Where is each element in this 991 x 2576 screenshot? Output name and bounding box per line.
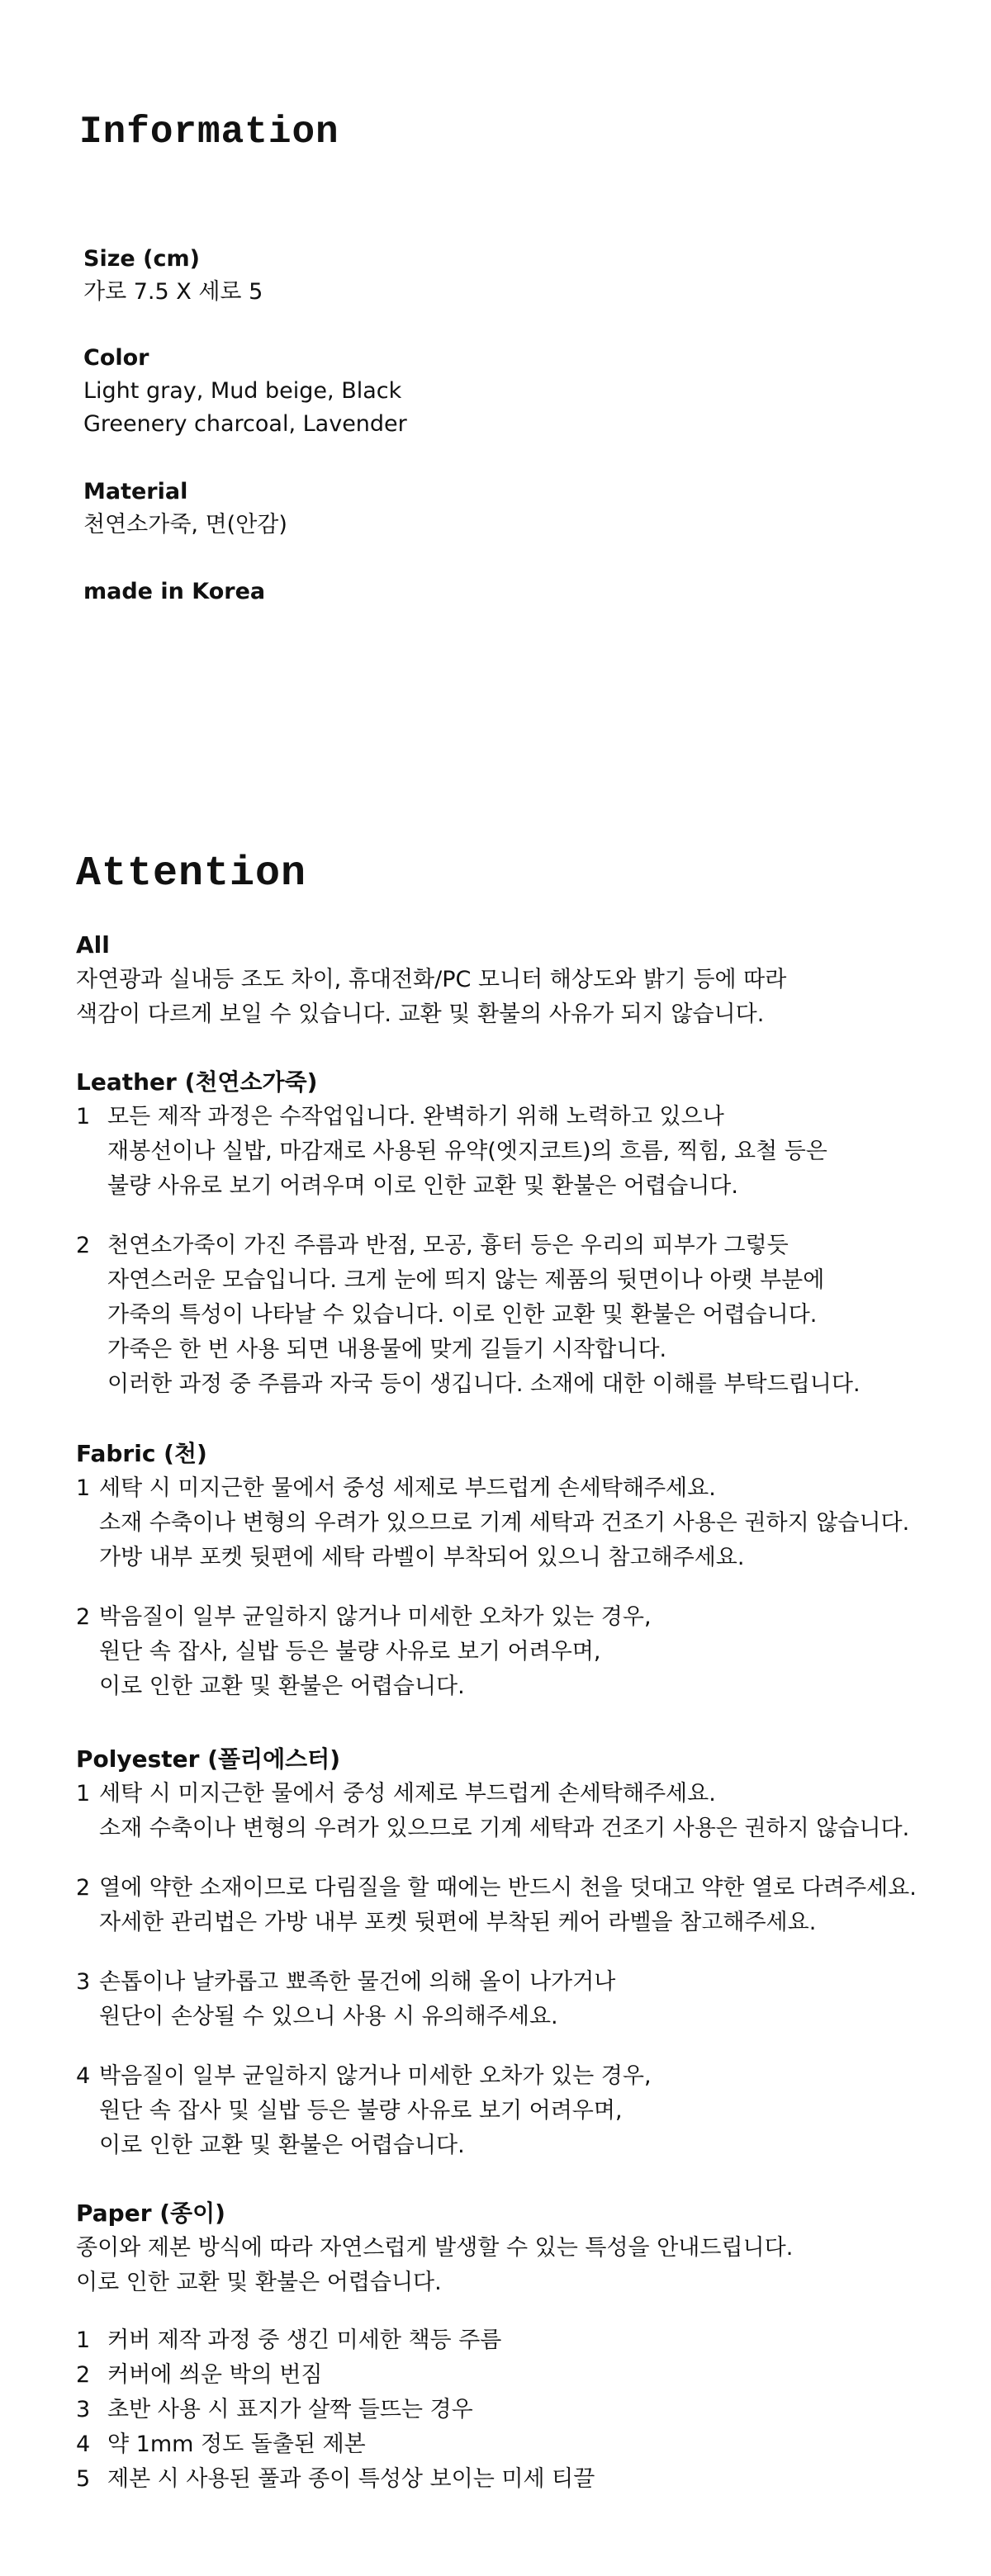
text-line: 종이와 제본 방식에 따라 자연스럽게 발생할 수 있는 특성을 안내드립니다.	[76, 2235, 794, 2261]
section-heading: Fabric (천)	[76, 1440, 207, 1467]
text-line: 천연소가죽이 가진 주름과 반점, 모공, 흉터 등은 우리의 피부가 그렇듯	[107, 1233, 789, 1258]
section-heading: All	[76, 931, 110, 959]
text-line: 자연스러운 모습입니다. 크게 눈에 띄지 않는 제품의 뒷면이나 아랫 부분에	[107, 1267, 825, 1293]
section-fabric	[76, 1437, 909, 1704]
section-all	[76, 928, 786, 1032]
list-item	[76, 2358, 793, 2393]
text-line: 세탁 시 미지근한 물에서 중성 세제로 부드럽게 손세탁해주세요.	[99, 1781, 716, 1807]
list-item	[76, 2427, 793, 2462]
text-line: 이로 인한 교환 및 환불은 어렵습니다.	[99, 2133, 465, 2158]
text-line: 이러한 과정 중 주름과 자국 등이 생깁니다. 소재에 대한 이해를 부탁드립니다.	[107, 1371, 861, 1397]
section-heading: Leather (천연소가죽)	[76, 1068, 318, 1096]
item-number: 4	[76, 2432, 91, 2457]
item-text: 약 1mm 정도 돌출된 제본	[107, 2432, 366, 2457]
item-text: 초반 사용 시 표지가 살짝 들뜨는 경우	[107, 2397, 473, 2422]
list-item	[76, 2059, 917, 2163]
item-number: 1	[76, 2327, 91, 2353]
text-line: 모든 제작 과정은 수작업입니다. 완벽하기 위해 노력하고 있으나	[107, 1104, 724, 1129]
text-line: 가죽은 한 번 사용 되면 내용물에 맞게 길들기 시작합니다.	[107, 1337, 667, 1362]
paper-list	[76, 2323, 793, 2497]
text-line: 가죽의 특성이 나타날 수 있습니다. 이로 인한 교환 및 환불은 어렵습니다.	[107, 1302, 818, 1328]
material-label: Material	[83, 479, 188, 504]
material-block	[83, 476, 287, 542]
section-heading: Polyester (폴리에스터)	[76, 1745, 341, 1773]
information-title: Information	[79, 111, 339, 154]
text-line: 열에 약한 소재이므로 다림질을 할 때에는 반드시 천을 덧대고 약한 열로 다려주세요.	[99, 1875, 917, 1901]
item-text: 커버 제작 과정 중 생긴 미세한 책등 주름	[107, 2327, 502, 2353]
text-line: 소재 수축이나 변형의 우려가 있으므로 기계 세탁과 건조기 사용은 권하지 않습니다.	[99, 1510, 910, 1536]
item-number: 4	[76, 2063, 91, 2089]
section-polyester	[76, 1742, 917, 2163]
text-line: 자연광과 실내등 조도 차이, 휴대전화/PC 모니터 해상도와 밝기 등에 따라	[76, 967, 787, 992]
list-item	[76, 1777, 917, 1846]
item-number: 3	[76, 1969, 91, 1995]
item-number: 2	[76, 1875, 91, 1901]
item-number: 1	[76, 1781, 91, 1807]
list-item	[76, 1471, 909, 1575]
text-line: 자세한 관리법은 가방 내부 포켓 뒷편에 부착된 케어 라벨을 참고해주세요.	[99, 1910, 817, 1935]
size-label: Size (cm)	[83, 246, 200, 272]
text-line: 원단이 손상될 수 있으니 사용 시 유의해주세요.	[99, 2004, 558, 2029]
size-block	[83, 243, 263, 309]
list-item	[76, 2323, 793, 2358]
item-number: 5	[76, 2466, 91, 2492]
list-item	[76, 1965, 917, 2034]
text-line: 색감이 다르게 보일 수 있습니다. 교환 및 환불의 사유가 되지 않습니다.	[76, 1002, 765, 1027]
section-heading: Paper (종이)	[76, 2200, 225, 2227]
text-line: 소재 수축이나 변형의 우려가 있으므로 기계 세탁과 건조기 사용은 권하지 않습니다.	[99, 1816, 910, 1841]
item-number: 2	[76, 1233, 91, 1258]
text-line: 가방 내부 포켓 뒷편에 세탁 라벨이 부착되어 있으니 참고해주세요.	[99, 1545, 745, 1570]
text-line: 세탁 시 미지근한 물에서 중성 세제로 부드럽게 손세탁해주세요.	[99, 1475, 716, 1501]
text-line: 원단 속 잡사, 실밥 등은 불량 사유로 보기 어려우며,	[99, 1639, 601, 1664]
item-number: 3	[76, 2397, 91, 2422]
text-line: 손톱이나 날카롭고 뾰족한 물건에 의해 올이 나가거나	[99, 1969, 616, 1995]
item-number: 1	[76, 1475, 91, 1501]
list-item	[76, 1600, 909, 1704]
list-item	[76, 1871, 917, 1940]
made-in-block	[83, 575, 265, 608]
text-line: 박음질이 일부 균일하지 않거나 미세한 오차가 있는 경우,	[99, 2063, 652, 2089]
text-line: 불량 사유로 보기 어려우며 이로 인한 교환 및 환불은 어렵습니다.	[107, 1173, 738, 1199]
item-text: 제본 시 사용된 풀과 종이 특성상 보이는 미세 티끌	[107, 2466, 595, 2492]
list-item	[76, 1229, 861, 1402]
text-line: 이로 인한 교환 및 환불은 어렵습니다.	[76, 2270, 442, 2295]
color-block	[83, 342, 407, 441]
item-number: 1	[76, 1104, 91, 1129]
section-leather	[76, 1065, 861, 1402]
text-line: 원단 속 잡사 및 실밥 등은 불량 사유로 보기 어려우며,	[99, 2098, 623, 2124]
text-line: 재봉선이나 실밥, 마감재로 사용된 유약(엣지코트)의 흐름, 찍힘, 요철 등은	[107, 1139, 827, 1164]
list-item	[76, 2462, 793, 2497]
item-number: 2	[76, 2362, 91, 2388]
text-line: 박음질이 일부 균일하지 않거나 미세한 오차가 있는 경우,	[99, 1604, 652, 1630]
attention-title: Attention	[76, 850, 307, 897]
made-in-label: made in Korea	[83, 579, 266, 604]
color-value-line: Light gray, Mud beige, Black	[83, 378, 402, 404]
material-value: 천연소가죽, 면(안감)	[83, 512, 287, 537]
list-item	[76, 1100, 861, 1204]
section-paper	[76, 2196, 793, 2497]
text-line: 이로 인한 교환 및 환불은 어렵습니다.	[99, 1674, 465, 1699]
color-label: Color	[83, 345, 149, 371]
list-item	[76, 2393, 793, 2427]
item-number: 2	[76, 1604, 91, 1630]
color-value-line: Greenery charcoal, Lavender	[83, 411, 407, 437]
item-text: 커버에 씌운 박의 번짐	[107, 2362, 323, 2388]
size-value: 가로 7.5 X 세로 5	[83, 279, 263, 305]
